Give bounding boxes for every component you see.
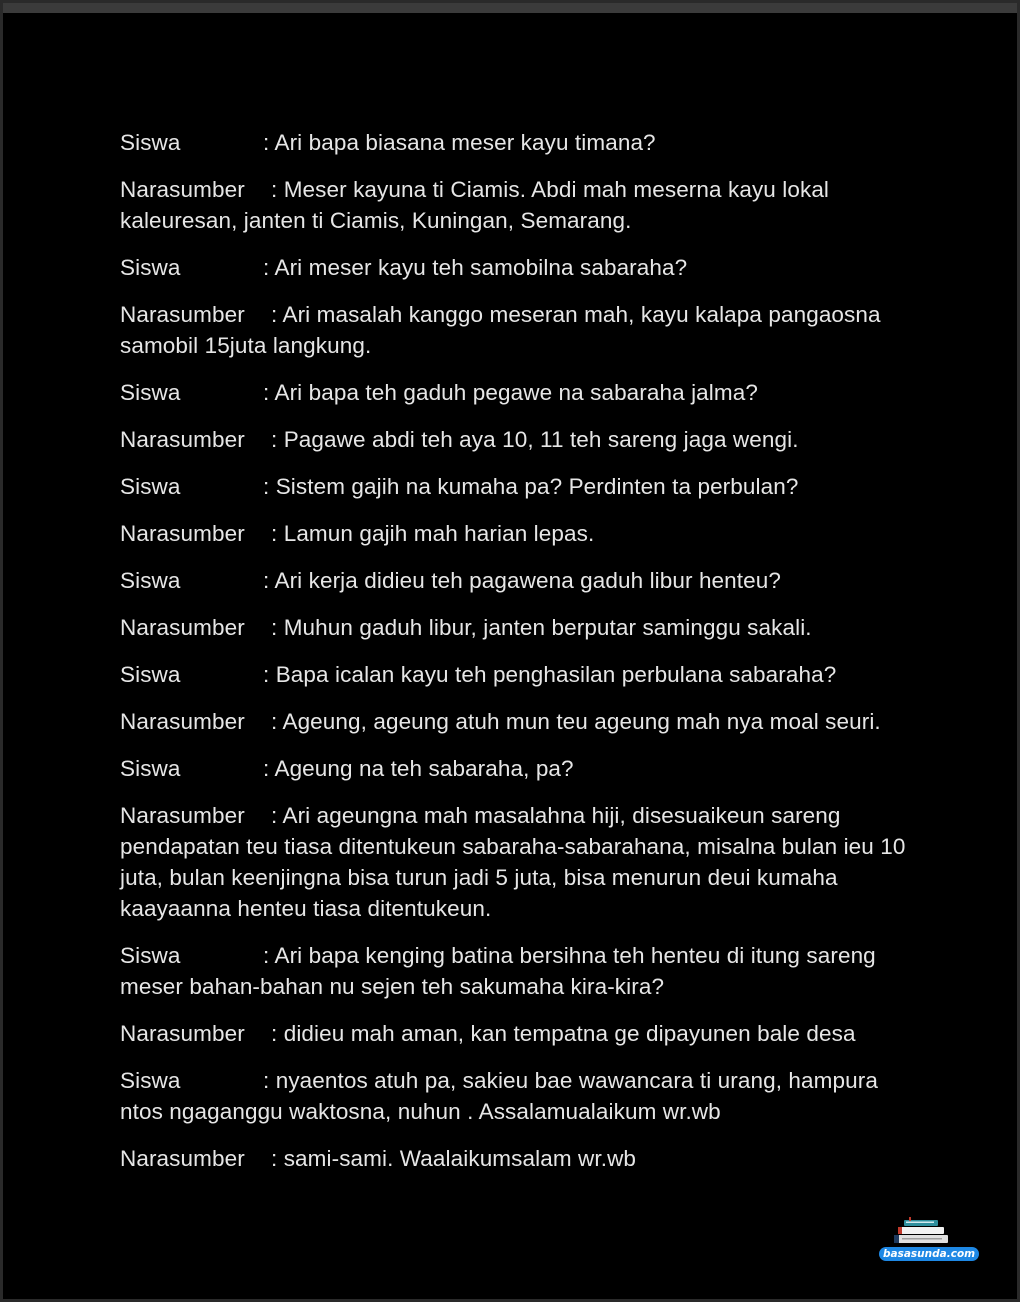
speaker-label: Narasumber — [120, 803, 245, 828]
dialog-text: : Sistem gajih na kumaha pa? Perdinten ta perbulan? — [263, 474, 799, 499]
dialog-line — [120, 659, 910, 690]
dialog-line — [120, 565, 910, 596]
dialog-line — [120, 800, 910, 924]
dialog-text: : didieu mah aman, kan tempatna ge dipayunen bale desa — [271, 1021, 856, 1046]
dialog-text: : Pagawe abdi teh aya 10, 11 teh sareng jaga wengi. — [271, 427, 799, 452]
dialog-text: : Meser kayuna ti Ciamis. Abdi mah meserna kayu lokal kaleuresan, janten ti Ciamis, Kuningan, Semarang. — [120, 177, 830, 233]
dialog-line — [120, 471, 910, 502]
speaker-label: Narasumber — [120, 1146, 245, 1171]
dialog-text: : Ari meser kayu teh samobilna sabaraha? — [263, 255, 688, 280]
speaker-label: Narasumber — [120, 1021, 245, 1046]
dialog-text: : Ageung, ageung atuh mun teu ageung mah nya moal seuri. — [271, 709, 881, 734]
speaker-label: Siswa — [120, 380, 181, 405]
speaker-label: Siswa — [120, 255, 181, 280]
speaker-label: Siswa — [120, 1068, 181, 1093]
dialog-text: : Ageung na teh sabaraha, pa? — [263, 756, 574, 781]
dialog-text: : Ari ageungna mah masalahna hiji, disesuaikeun sareng pendapatan teu tiasa ditentukeun sabaraha-sabarahana, misalna bulan ieu 10 juta, bulan keenjingna bisa turun jadi 5 juta, bisa menurun deui kumaha kaayaanna henteu tiasa ditentukeun. — [120, 803, 906, 921]
speaker-label: Narasumber — [120, 709, 245, 734]
speaker-label: Siswa — [120, 943, 181, 968]
dialog-line — [120, 706, 910, 737]
dialog-line — [120, 377, 910, 408]
watermark-text: basasunda.com — [879, 1247, 979, 1261]
speaker-label: Narasumber — [120, 615, 245, 640]
dialog-line — [120, 127, 910, 158]
dialog-line — [120, 753, 910, 784]
speaker-label: Siswa — [120, 568, 181, 593]
dialog-text: : Ari kerja didieu teh pagawena gaduh libur henteu? — [263, 568, 781, 593]
dialog-line — [120, 612, 910, 643]
site-watermark-logo — [879, 1217, 979, 1265]
speaker-label: Narasumber — [120, 302, 245, 327]
interview-dialog — [120, 127, 910, 1174]
dialog-text: : Bapa icalan kayu teh penghasilan perbulana sabaraha? — [263, 662, 837, 687]
dialog-line — [120, 518, 910, 549]
dialog-line — [120, 940, 910, 1002]
dialog-text: : Lamun gajih mah harian lepas. — [271, 521, 595, 546]
dialog-line — [120, 1065, 910, 1127]
dialog-text: : Muhun gaduh libur, janten berputar saminggu sakali. — [271, 615, 812, 640]
speaker-label: Narasumber — [120, 521, 245, 546]
speaker-label: Narasumber — [120, 427, 245, 452]
speaker-label: Siswa — [120, 756, 181, 781]
stacked-books-icon — [885, 1217, 957, 1249]
dialog-line — [120, 252, 910, 283]
speaker-label: Siswa — [120, 474, 181, 499]
top-border-bar — [3, 3, 1017, 13]
dialog-line — [120, 424, 910, 455]
dialog-text: : Ari masalah kanggo meseran mah, kayu kalapa pangaosna samobil 15juta langkung. — [120, 302, 881, 358]
dialog-text: : sami-sami. Waalaikumsalam wr.wb — [271, 1146, 637, 1171]
dialog-text: : Ari bapa biasana meser kayu timana? — [263, 130, 656, 155]
speaker-label: Siswa — [120, 662, 181, 687]
dialog-text: : Ari bapa teh gaduh pegawe na sabaraha jalma? — [263, 380, 758, 405]
dialog-line — [120, 1018, 910, 1049]
speaker-label: Narasumber — [120, 177, 245, 202]
speaker-label: Siswa — [120, 130, 181, 155]
dialog-text: : Ari bapa kenging batina bersihna teh henteu di itung sareng meser bahan-bahan nu sejen teh sakumaha kira-kira? — [120, 943, 876, 999]
dialog-line — [120, 174, 910, 236]
dialog-line — [120, 1143, 910, 1174]
dialog-line — [120, 299, 910, 361]
dialog-text: : nyaentos atuh pa, sakieu bae wawancara ti urang, hampura ntos ngaganggu waktosna, nuhun . Assalamualaikum wr.wb — [120, 1068, 878, 1124]
